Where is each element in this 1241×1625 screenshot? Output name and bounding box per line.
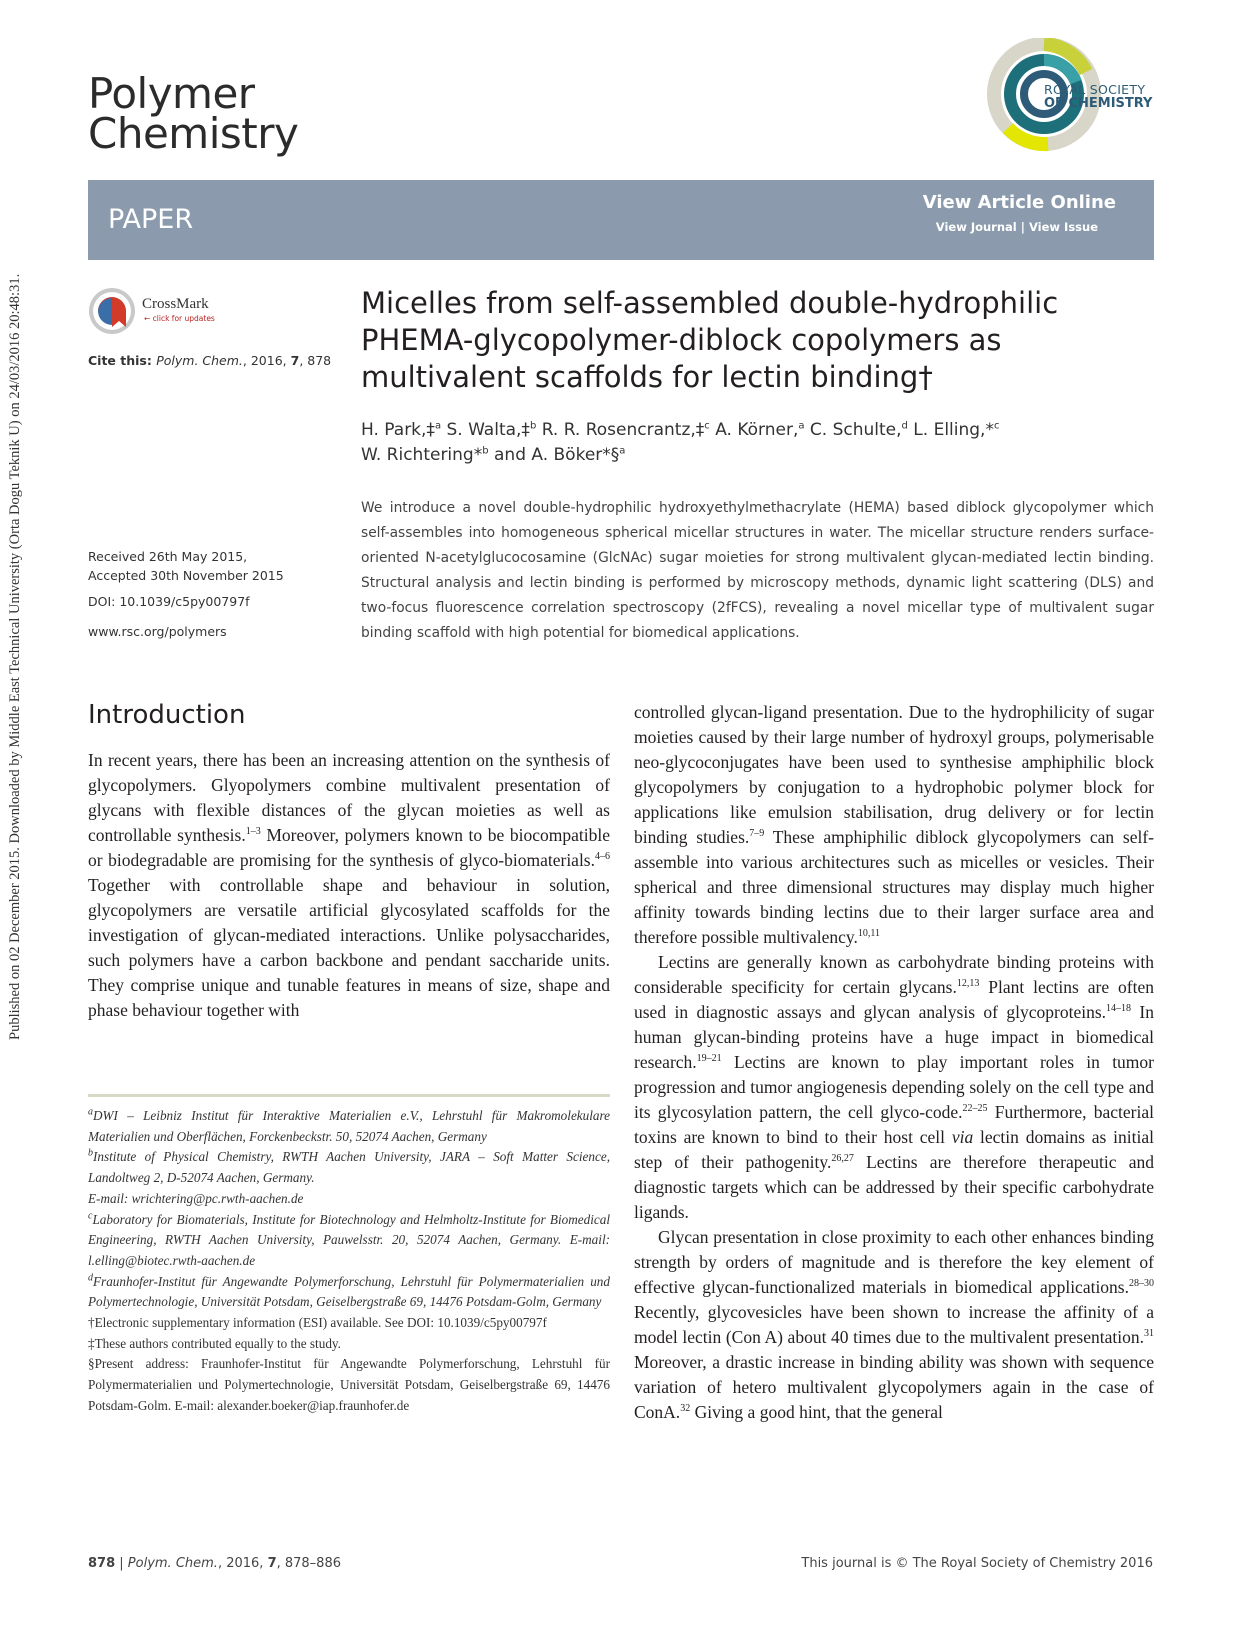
- text-run: lectin domains as initial step of their pathogenity.: [634, 1127, 1154, 1172]
- article-title-line: Micelles from self-assembled double-hydrophilic: [361, 286, 1059, 320]
- article-type-banner: [88, 180, 1154, 260]
- left-column-text: [88, 748, 610, 1023]
- reference-mark[interactable]: 14–18: [1106, 1003, 1132, 1015]
- text-run: Giving a good hint, that the general: [690, 1402, 943, 1422]
- view-journal-link[interactable]: View Journal: [935, 220, 1017, 234]
- rsc-wordmark: [1044, 83, 1152, 111]
- text-run: Plant lectins are often used in diagnostic assays and glycan analysis of glycoproteins.: [634, 977, 1154, 1022]
- footnote-text: Fraunhofer-Institut für Angewandte Polymerforschung, Lehrstuhl für Polymermaterialien und Polymertechnologie, Universität Potsdam, Geiselbergstraße 69, 14476 Potsdam-Golm, Germany: [88, 1273, 610, 1310]
- footnote-email[interactable]: E-mail: wrichtering@pc.rwth-aachen.de: [88, 1190, 304, 1206]
- author[interactable]: A. Körner,: [709, 420, 799, 440]
- reference-mark[interactable]: 12,13: [956, 978, 980, 990]
- reference-mark[interactable]: 32: [680, 1403, 691, 1415]
- affil-mark: b: [529, 420, 537, 432]
- footnotes: [88, 1106, 610, 1417]
- text-run: Furthermore, bacterial toxins are known to bind to their host cell: [634, 1102, 1154, 1147]
- text-run: In human glycan-binding proteins have a huge impact in biomedical research.: [634, 1002, 1155, 1072]
- footnote-d: [88, 1272, 610, 1313]
- footnote-a: [88, 1106, 610, 1147]
- author-line: [361, 443, 1161, 468]
- paragraph: [634, 700, 1154, 950]
- paragraph: [634, 950, 1154, 1225]
- rsc-wordmark-line1: ROYAL SOCIETY: [1044, 82, 1146, 97]
- received-dates: [88, 547, 284, 585]
- cite-journal: Polym. Chem.: [156, 353, 243, 368]
- footer-separator: |: [115, 1556, 128, 1571]
- footer-pages: , 878–886: [276, 1556, 341, 1571]
- page-number: 878: [88, 1556, 116, 1571]
- footer-volume: 7: [267, 1556, 277, 1571]
- text-run: controlled glycan-ligand presentation. Due to the hydrophilicity of sugar moieties caused by their large number of hydroxyl groups, polymerisable neo-glycoconjugates have been used to synthesise amphiphilic block glycopolymers by conjugation to a hydrophobic polymer block for applications like emulsion stabilisation, drug delivery or for lectin binding studies.: [634, 702, 1154, 847]
- text-run: Together with controllable shape and behaviour in solution, glycopolymers are versatile artificial glycosylated scaffolds for the investigation of glycan-mediated interactions. Unlike polysaccharides, such polymers have a carbon backbone and pendant saccharide units. They comprise unique and tunable features in means of size, shape and phase behaviour together with: [88, 875, 610, 1020]
- citation: [88, 353, 331, 368]
- reference-mark[interactable]: 7–9: [749, 828, 765, 840]
- cite-volume: 7: [290, 353, 300, 368]
- author-list: [361, 418, 1161, 468]
- text-run: In recent years, there has been an increasing attention on the synthesis of glycopolymers. Glyopolymers combine multivalent presentation of glycans with flexible distances of the glycan moieties as well as controllable synthesis.: [88, 750, 610, 845]
- text-run: Glycan presentation in close proximity to each other enhances binding strength by orders of magnitude and is therefore the key element of effective glycan-functionalized materials in biomedical applications.: [634, 1227, 1154, 1297]
- view-links: [936, 220, 1098, 234]
- text-run: via: [951, 1127, 974, 1147]
- reference-mark[interactable]: 19–21: [696, 1053, 722, 1065]
- section-heading-introduction: Introduction: [88, 700, 246, 730]
- author[interactable]: H. Park,‡: [361, 420, 435, 440]
- footer-year: , 2016,: [217, 1556, 268, 1571]
- cite-year: , 2016,: [242, 353, 291, 368]
- right-column-text: [634, 700, 1154, 1425]
- copyright-notice: This journal is © The Royal Society of Chemistry 2016: [801, 1556, 1153, 1571]
- received-date: Received 26th May 2015,: [88, 549, 248, 564]
- text-run: Moreover, polymers known to be biocompatible or biodegradable are promising for the synthesis of glyco-biomaterials.: [88, 825, 610, 870]
- text-run: Moreover, a drastic increase in binding ability was shown with sequence variation of hetero multivalent glycopolymers again in the case of ConA.: [634, 1352, 1154, 1422]
- affil-mark: c: [704, 420, 710, 432]
- author[interactable]: and A. Böker*§: [488, 445, 620, 465]
- text-run: Lectins are generally known as carbohydrate binding proteins with considerable specificity for certain glycans.: [634, 952, 1154, 997]
- reference-mark[interactable]: 4–6: [595, 851, 610, 863]
- cite-page: , 878: [299, 353, 332, 368]
- journal-website-link[interactable]: www.rsc.org/polymers: [88, 624, 227, 639]
- rsc-wordmark-line2: OF CHEMISTRY: [1044, 96, 1153, 111]
- abstract: We introduce a novel double-hydrophilic hydroxyethylmethacrylate (HEMA) based diblock glycopolymer which self-assembles into homogeneous spherical micellar structures in water. The micellar structure renders surface-oriented N-acetylglucocosamine (GlcNAc) sugar moieties for strong multivalent glycan-mediated lectin binding. Structural analysis and lectin binding is performed by microscopy methods, dynamic light scattering (DLS) and two-focus fluorescence correlation spectroscopy (2fFCS), revealing a novel micellar type of multivalent sugar binding scaffold with high potential for biomedical applications.: [361, 500, 1154, 641]
- reference-mark[interactable]: 26,27: [831, 1153, 854, 1165]
- accepted-date: Accepted 30th November 2015: [88, 568, 284, 583]
- reference-mark[interactable]: 22–25: [962, 1103, 988, 1115]
- affil-mark: a: [798, 420, 805, 432]
- footnote-mark: a: [88, 1106, 93, 1118]
- article-title-line: PHEMA-glycopolymer-diblock copolymers as: [361, 323, 1002, 357]
- crossmark-label[interactable]: CrossMark: [142, 296, 209, 312]
- author[interactable]: R. R. Rosencrantz,‡: [536, 420, 705, 440]
- crossmark-sublabel[interactable]: ← click for updates: [144, 314, 215, 323]
- text-run: Recently, glycovesicles have been shown to increase the affinity of a model lectin (Con A) about 40 times due to the multivalent presentation.: [634, 1302, 1154, 1347]
- footnote-mark: d: [88, 1272, 93, 1284]
- author[interactable]: W. Richtering*: [361, 445, 483, 465]
- footnote-mark: b: [88, 1148, 93, 1160]
- paragraph: [88, 748, 610, 1023]
- reference-mark[interactable]: 1–3: [245, 826, 261, 838]
- view-article-online-link[interactable]: View Article Online: [922, 192, 1116, 213]
- footnote-b: [88, 1147, 610, 1209]
- affil-mark: a: [434, 420, 442, 432]
- reference-mark[interactable]: 31: [1144, 1328, 1154, 1340]
- footer-journal: Polym. Chem.: [127, 1556, 218, 1571]
- affil-mark: c: [993, 420, 1000, 432]
- footnote-mark: c: [88, 1210, 93, 1222]
- author[interactable]: C. Schulte,: [804, 420, 902, 440]
- affil-mark: d: [901, 420, 908, 432]
- text-run: Lectins are known to play important roles in tumor progression and tumor angiogenesis depending solely on the cell type and its glycosylation pattern, the cell glyco-code.: [634, 1052, 1154, 1122]
- view-links-separator: |: [1016, 220, 1029, 234]
- reference-mark[interactable]: 28–30: [1129, 1278, 1154, 1290]
- footnote-text: Institute of Physical Chemistry, RWTH Aachen University, JARA – Soft Matter Science, Landoltweg 2, D-52074 Aachen, Germany.: [88, 1149, 610, 1186]
- text-run: These amphiphilic diblock glycopolymers can self-assemble into various architectures such as micelles or vesicles. Their spherical and three dimensional structures may display much higher affinity towards binding lectins due to their larger surface area and therefore possible multivalency.: [634, 827, 1154, 947]
- cite-prefix: Cite this:: [88, 353, 157, 368]
- journal-title: [88, 69, 299, 158]
- footnote-text: Laboratory for Biomaterials, Institute for Biotechnology and Helmholtz-Institute for Biomedical Engineering, RWTH Aachen University, Pauwelsstr. 20, 52074 Aachen, Germany. E-mail: l.elling@biotec.rwth-aachen.de: [88, 1211, 610, 1268]
- journal-title-line1: Polymer: [88, 69, 255, 118]
- text-run: Lectins are therefore therapeutic and diagnostic targets which can be addressed by their specific carbohydrate ligands.: [634, 1152, 1154, 1222]
- footnote-c: [88, 1210, 610, 1272]
- footnote-equal-contribution: ‡These authors contributed equally to the study.: [88, 1335, 341, 1351]
- author[interactable]: S. Walta,‡: [441, 420, 530, 440]
- page-footer-left: [88, 1556, 341, 1571]
- author-line: [361, 418, 1161, 443]
- doi[interactable]: DOI: 10.1039/c5py00797f: [88, 594, 250, 609]
- author[interactable]: L. Elling,*: [907, 420, 994, 440]
- download-stamp: Published on 02 December 2015. Downloaded by Middle East Technical University (Orta Dogu Teknik U) on 24/03/2016 20:48:31.: [7, 273, 23, 1040]
- article-title-line: multivalent scaffolds for lectin binding†: [361, 360, 933, 394]
- affil-mark: a: [619, 445, 626, 457]
- footnote-text: DWI – Leibniz Institut für Interaktive Materialien e.V., Lehrstuhl für Makromolekulare Materialien und Oberflächen, Forckenbeckstr. 50, 52074 Aachen, Germany: [88, 1108, 610, 1144]
- affil-mark: b: [482, 445, 489, 457]
- footnote-divider: [88, 1094, 610, 1097]
- reference-mark[interactable]: 10,11: [857, 928, 881, 940]
- footnote-present-address: §Present address: Fraunhofer-Institut für Angewandte Polymerforschung, Lehrstuhl für Polymermaterialien und Polymertechnologie, Universität Potsdam, Geiselbergstraße 69, 14476 Potsdam-Golm. E-mail: alexander.boeker@iap.fraunhofer.de: [88, 1356, 610, 1413]
- article-type-label: PAPER: [108, 204, 194, 235]
- article-title: [361, 285, 1161, 396]
- view-issue-link[interactable]: View Issue: [1028, 220, 1098, 234]
- footnote-esi: †Electronic supplementary information (ESI) available. See DOI: 10.1039/c5py00797f: [88, 1315, 547, 1331]
- paragraph: [634, 1225, 1154, 1425]
- journal-title-line2: Chemistry: [88, 109, 299, 158]
